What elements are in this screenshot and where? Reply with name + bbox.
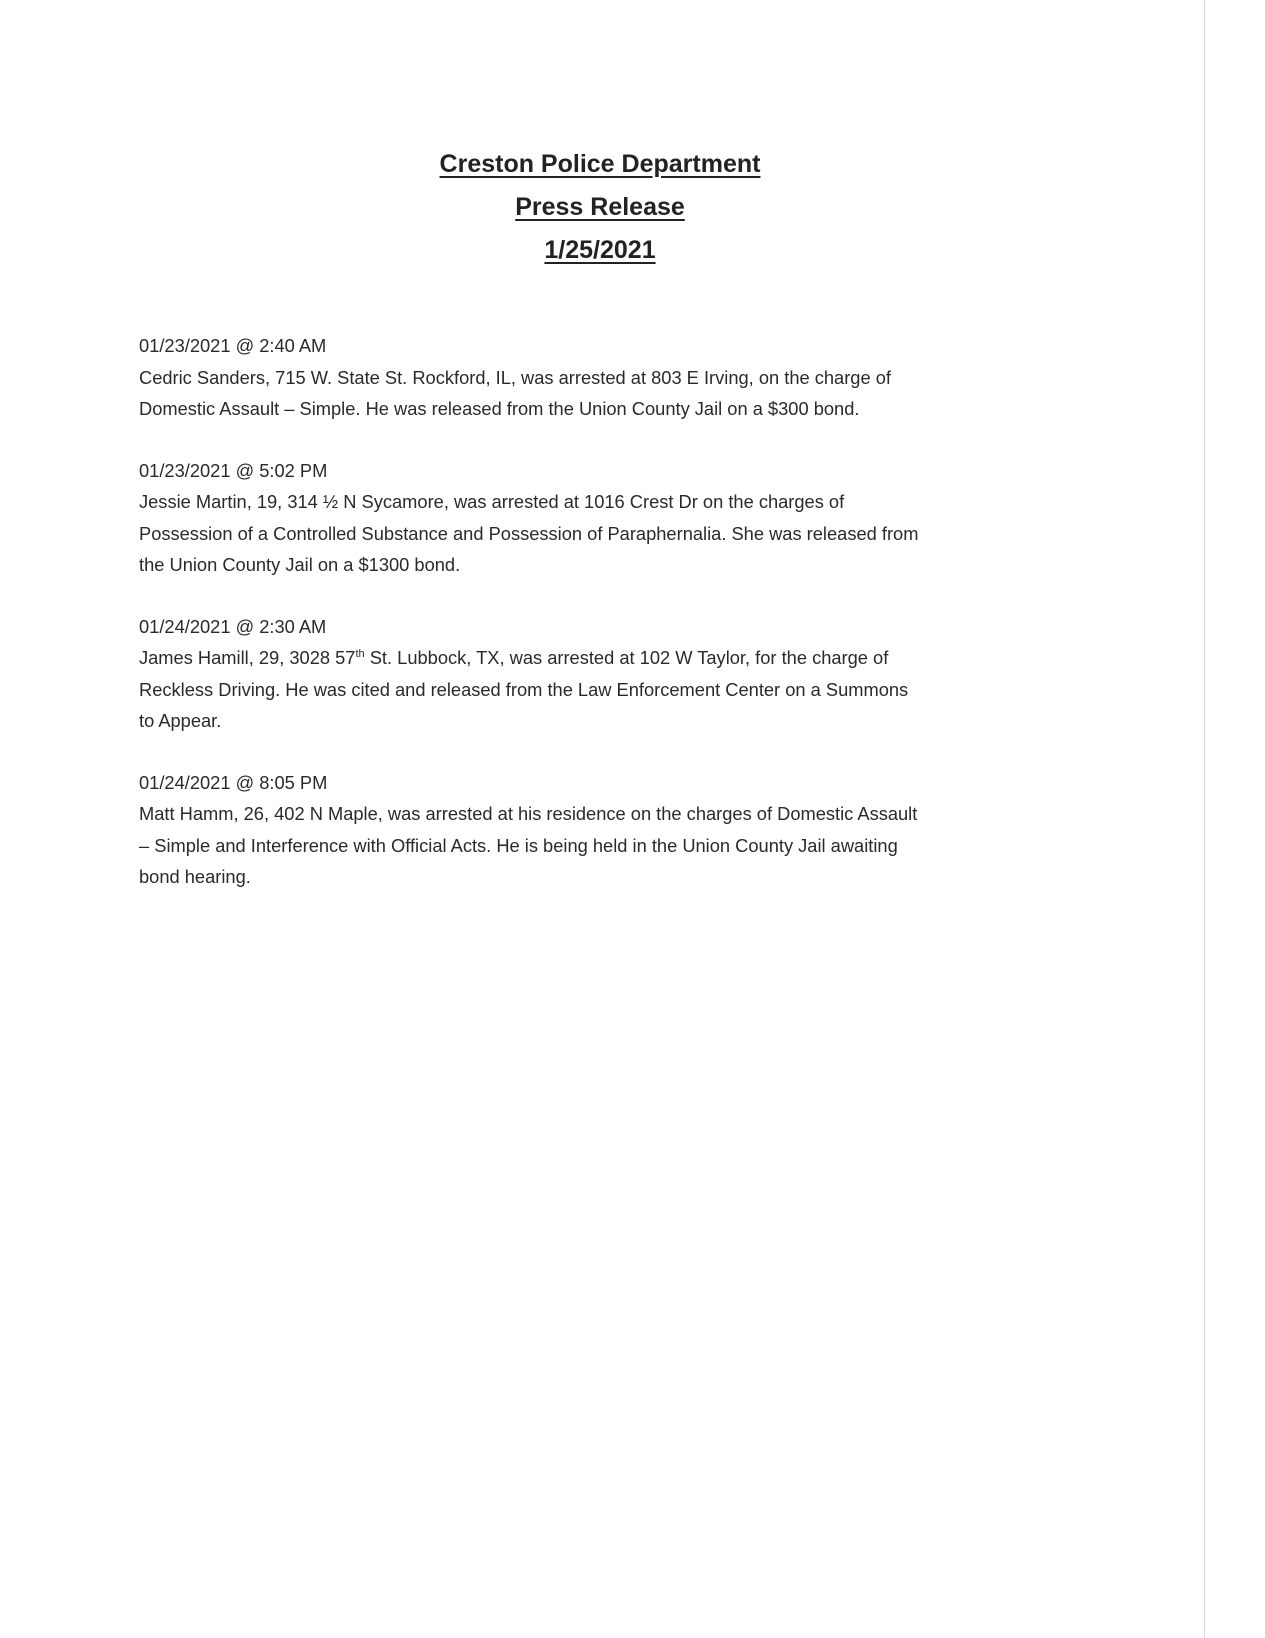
arrest-entry <box>139 611 1079 737</box>
entry-text-line: to Appear. <box>139 710 222 731</box>
ordinal-suffix: th <box>355 647 365 660</box>
entry-text-line: – Simple and Interference with Official Acts. He is being held in the Union County Jail awaiting <box>139 834 898 856</box>
arrest-entry <box>139 455 1079 581</box>
entry-text-line: Matt Hamm, 26, 402 N Maple, was arrested at his residence on the charges of Domestic Assault <box>139 803 918 824</box>
text-segment: James Hamill, 29, 3028 57 <box>139 647 356 668</box>
department-title: Creston Police Department <box>439 150 761 178</box>
arrest-log <box>139 330 1079 923</box>
entry-datetime: 01/23/2021 @ 2:40 AM <box>139 335 327 356</box>
entry-text-line: Possession of a Controlled Substance and Possession of Paraphernalia. She was released from <box>139 522 919 544</box>
release-date: 1/25/2021 <box>544 236 656 264</box>
page-edge-divider <box>1204 0 1205 1638</box>
arrest-entry <box>139 330 1079 425</box>
entry-text-line: Cedric Sanders, 715 W. State St. Rockford, IL, was arrested at 803 E Irving, on the charge of <box>139 366 891 388</box>
document-type: Press Release <box>515 193 685 221</box>
entry-text-line: Reckless Driving. He was cited and released from the Law Enforcement Center on a Summons <box>139 678 909 700</box>
entry-datetime: 01/23/2021 @ 5:02 PM <box>139 459 328 481</box>
entry-datetime: 01/24/2021 @ 8:05 PM <box>139 771 328 793</box>
entry-text-line: the Union County Jail on a $1300 bond. <box>139 554 461 575</box>
document-header <box>0 143 1200 272</box>
text-segment: St. Lubbock, TX, was arrested at 102 W Taylor, for the charge of <box>364 647 889 668</box>
entry-text-line: bond hearing. <box>139 866 251 887</box>
entry-text-line <box>139 642 1079 674</box>
entry-text-line: Domestic Assault – Simple. He was released from the Union County Jail on a $300 bond. <box>139 398 860 419</box>
entry-text-line: Jessie Martin, 19, 314 ½ N Sycamore, was arrested at 1016 Crest Dr on the charges of <box>139 491 845 512</box>
entry-datetime: 01/24/2021 @ 2:30 AM <box>139 615 327 637</box>
arrest-entry <box>139 767 1079 893</box>
